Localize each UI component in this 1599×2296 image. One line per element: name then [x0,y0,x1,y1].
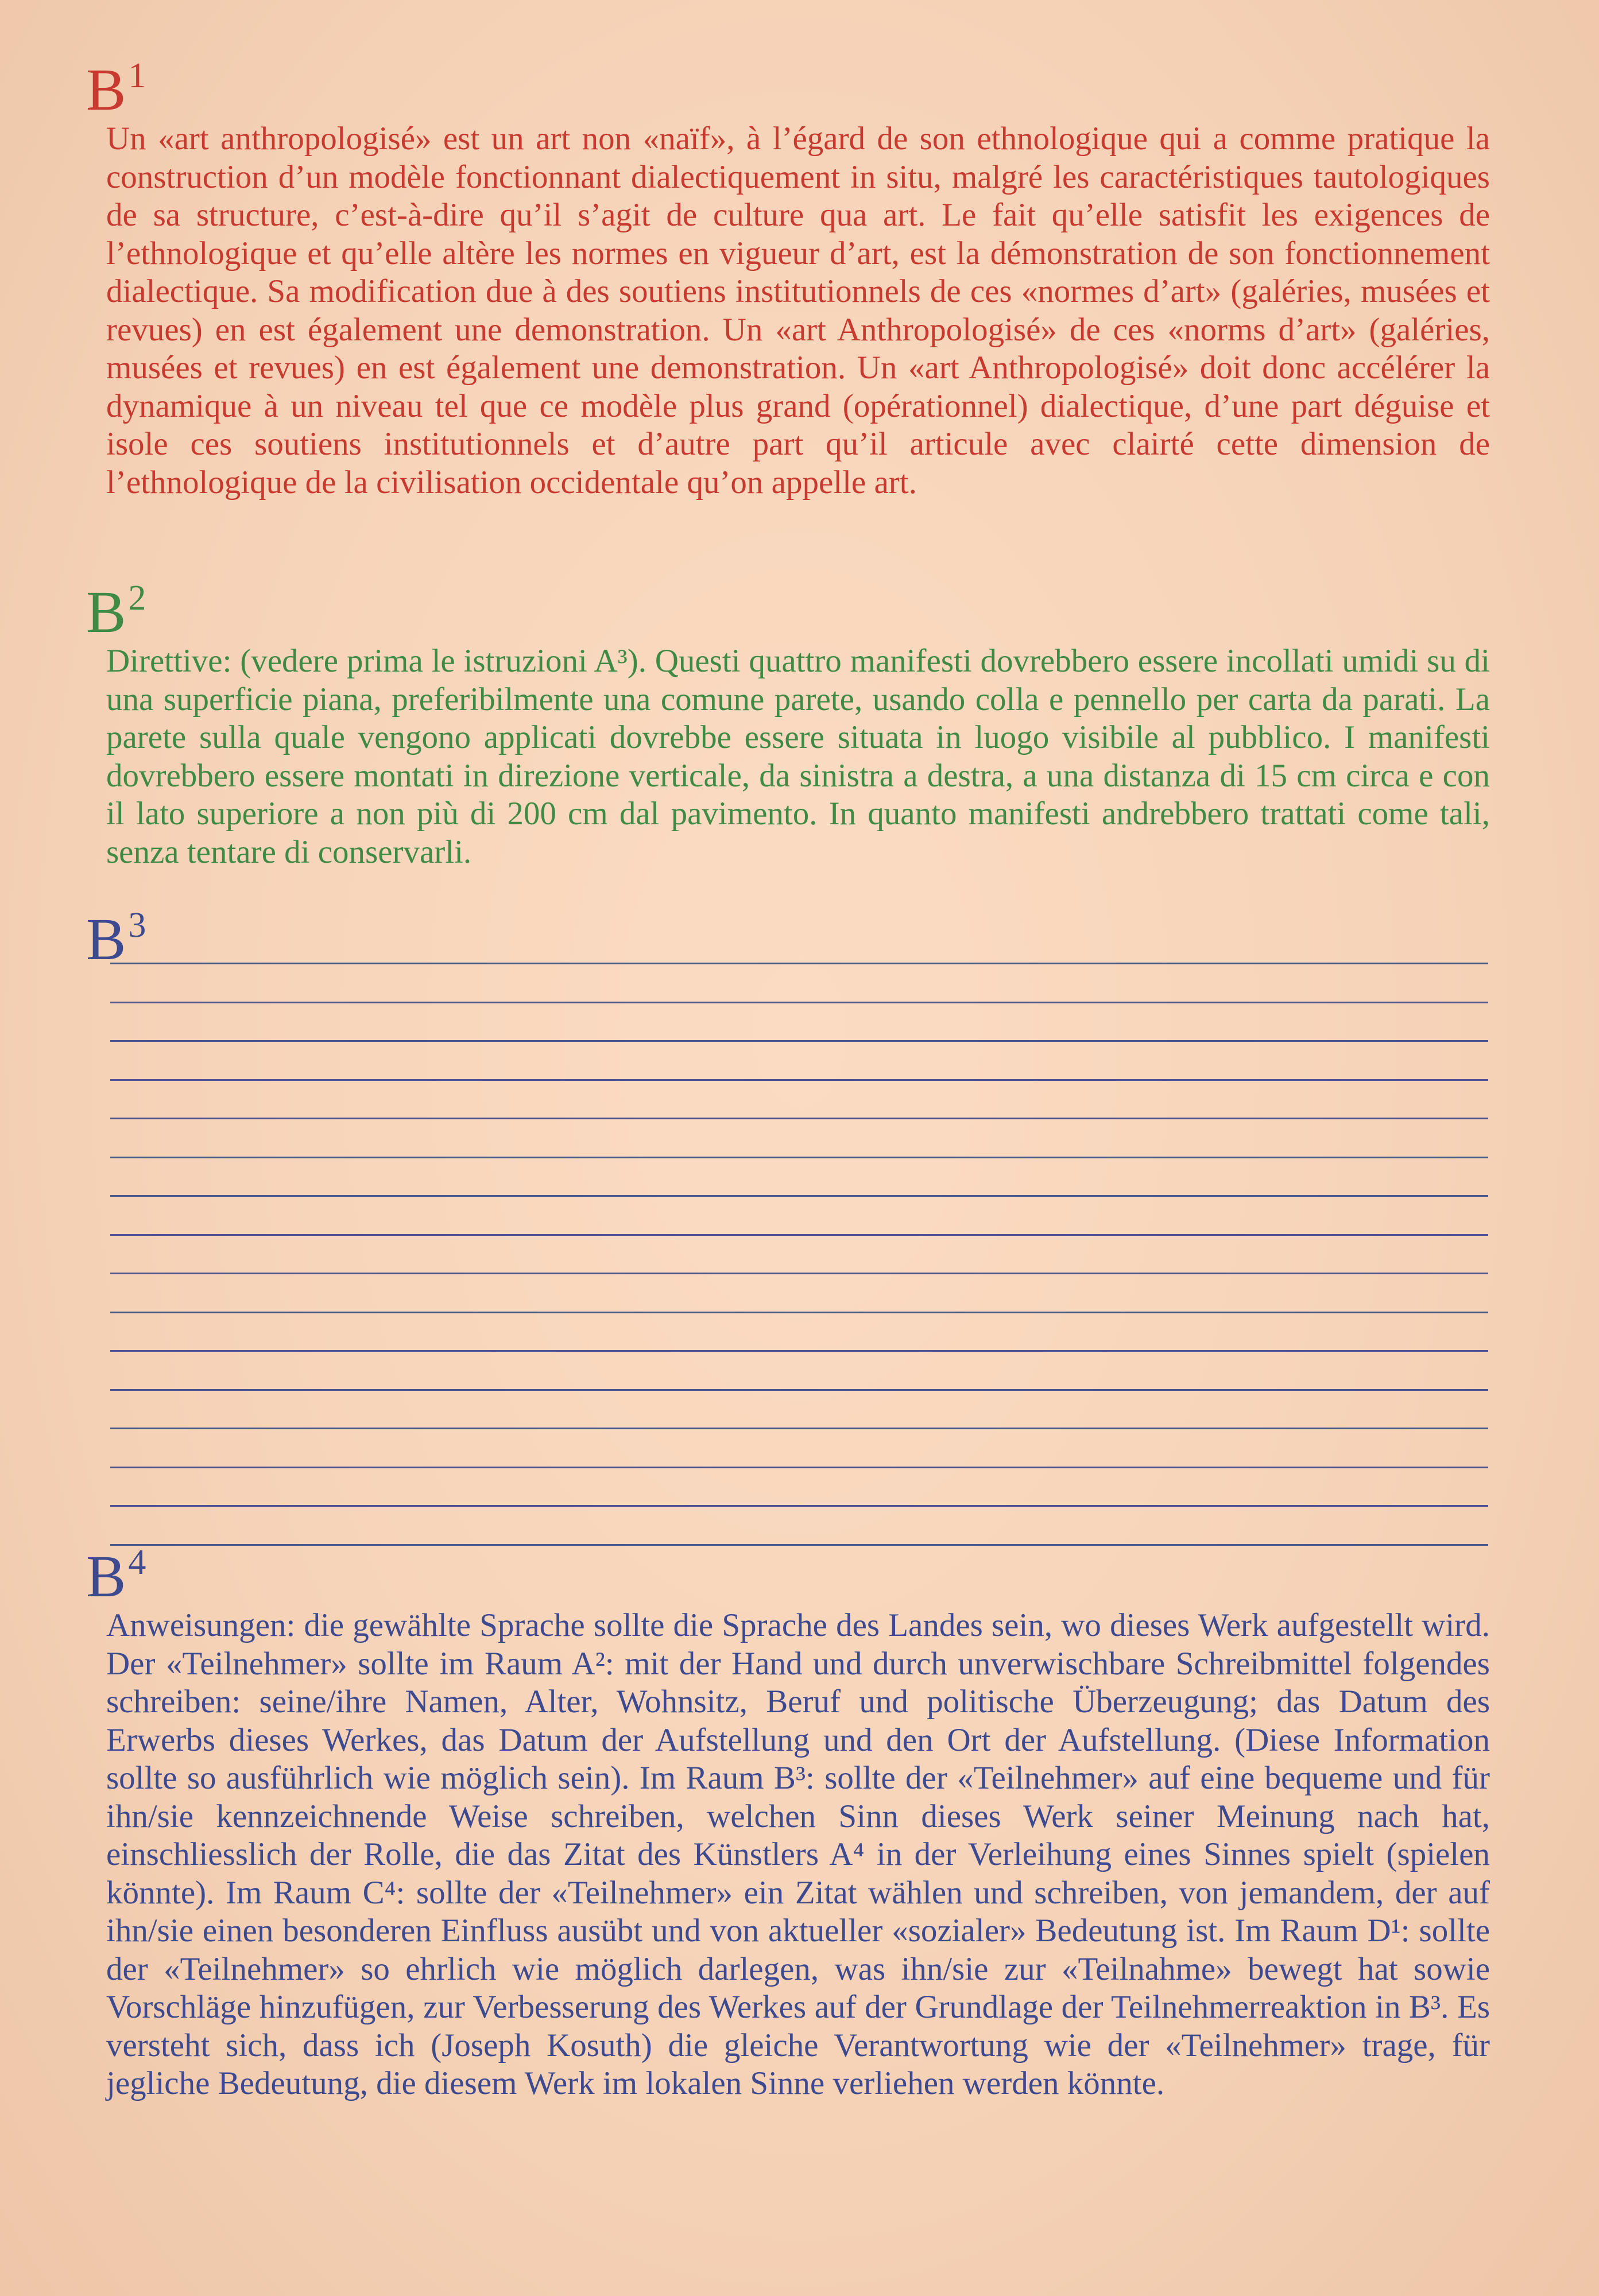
section-number: 4 [128,1543,146,1582]
section-letter: B [86,1543,126,1609]
section-heading-b2 [86,579,1493,645]
section-heading-b3 [86,906,1493,972]
section-number: 1 [128,56,146,95]
blank-line[interactable] [110,1312,1488,1313]
section-number: 2 [128,579,146,618]
section-b2 [86,579,1493,871]
section-text-b4: Anweisungen: die gewählte Sprache sollte die Sprache des Landes sein, wo dieses Werk aufgestellt wird. Der «Teilnehmer» sollte im Raum A²: mit der Hand und durch unverwischbare Schreibmittel folgendes schreiben: seine/ihre Namen, Alter, Wohnsitz, Beruf und politische Überzeugung; das Datum des Erwerbs dieses Werkes, das Datum der Aufstellung und den Ort der Aufstellung. (Diese Information sollte so ausführlich wie möglich sein). Im Raum B³: sollte der «Teilnehmer» auf eine bequeme und für ihn/sie kennzeichnende Weise schreiben, welchen Sinn dieses Werk seiner Meinung nach hat, einschliesslich der Rolle, die das Zitat des Künstlers A⁴ in der Verleihung eines Sinnes spielt (spielen könnte). Im Raum C⁴: sollte der «Teilnehmer» ein Zitat wählen und schreiben, von jemandem, der auf ihn/sie einen besonderen Einfluss ausübt und von aktueller «sozialer» Bedeutung ist. Im Raum D¹: sollte der «Teilnehmer» so ehrlich wie möglich darlegen, was ihn/sie zur «Teilnahme» bewegt hat sowie Vorschläge hinzufügen, zur Verbesserung des Werkes auf der Grundlage der Teilnehmerreaktion in B³. Es versteht sich, dass ich (Joseph Kosuth) die gleiche Verantwortung wie der «Teilnehmer» trage, für jegliche Bedeutung, die diesem Werk im lokalen Sinne verliehen werden könnte. [106,1607,1490,2101]
section-b3 [86,906,1493,972]
blank-line[interactable] [110,963,1488,964]
section-letter: B [86,906,126,972]
blank-line[interactable] [110,1002,1488,1003]
section-number: 3 [128,906,146,945]
section-b1 [86,56,1493,502]
blank-line[interactable] [110,1467,1488,1468]
blank-line[interactable] [110,1505,1488,1507]
blank-line[interactable] [110,1079,1488,1081]
section-text-b1: Un «art anthropologisé» est un art non «naïf», à l’égard de son ethnologique qui a comme pratique la construction d’un modèle fonctionnant dialectiquement in situ, malgré les caractéristiques tautologiques de sa structure, c’est-à-dire qu’il s’agit de culture qua art. Le fait qu’elle satisfit les exigences de l’ethnologique et qu’elle altère les normes en vigueur d’art, est la démonstration de son fonctionnement dialectique. Sa modification due à des soutiens institutionnels de ces «normes d’art» (galéries, musées et revues) en est également une demonstration. Un «art Anthropologisé» de ces «norms d’art» (galéries, musées et revues) en est également une demonstration. Un «art Anthropologisé» doit donc accélérer la dynamique à un niveau tel que ce modèle plus grand (opérationnel) dialectique, d’une part déguise et isole ces soutiens institutionnels et d’autre part qu’il articule avec clairté cette dimension de l’ethnologique de la civilisation occidentale qu’on appelle art. [106,121,1490,501]
section-letter: B [86,57,126,123]
section-heading-b4 [86,1543,1493,1609]
blank-line[interactable] [110,1234,1488,1236]
blank-line[interactable] [110,1040,1488,1042]
blank-line[interactable] [110,1157,1488,1158]
blank-line[interactable] [110,1195,1488,1197]
section-text-b2: Direttive: (vedere prima le istruzioni A³). Questi quattro manifesti dovrebbero essere incollati umidi su di una superficie piana, preferibilmente una comune parete, usando colla e pennello per carta da parati. La parete sulla quale vengono applicati dovrebbe essere situata in luogo visibile al pubblico. I manifesti dovrebbero essere montati in direzione verticale, da sinistra a destra, a una distanza di 15 cm circa e con il lato superiore a non più di 200 cm dal pavimento. In quanto manifesti andrebbero trattati come tali, senza tentare di conservarli. [106,643,1490,870]
section-heading-b1 [86,56,1493,123]
blank-line[interactable] [110,1118,1488,1119]
section-letter: B [86,579,126,645]
blank-line[interactable] [110,1273,1488,1274]
section-b4 [86,1543,1493,2103]
blank-line[interactable] [110,1428,1488,1429]
blank-line[interactable] [110,1544,1488,1546]
blank-line[interactable] [110,1350,1488,1352]
blank-line[interactable] [110,1389,1488,1391]
